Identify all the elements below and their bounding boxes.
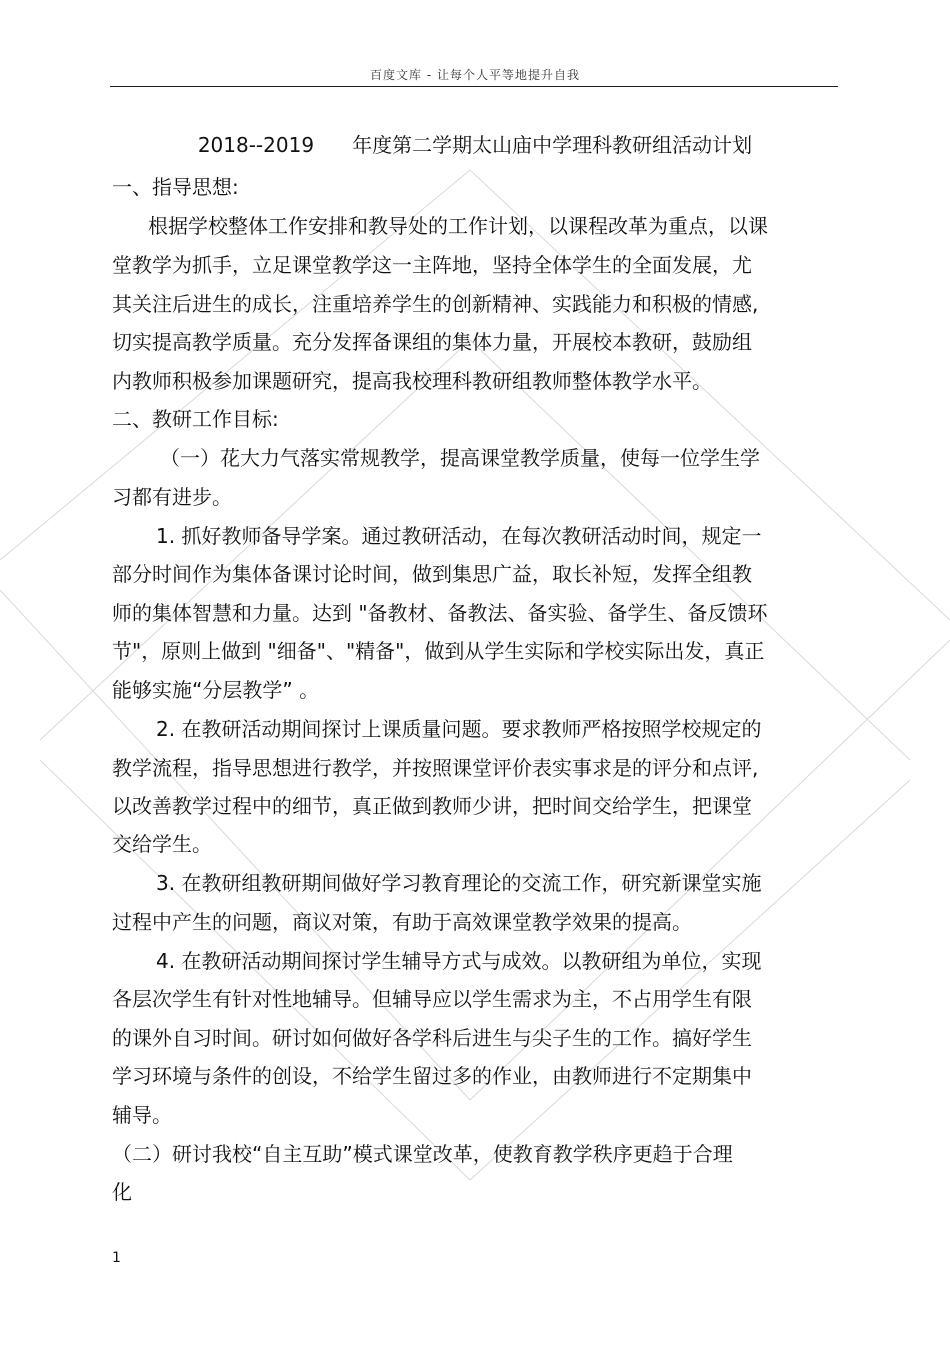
paragraph-line: 1. 抓好教师备导学案。通过教研活动，在每次教研活动时间，规定一 xyxy=(156,524,762,548)
paragraph-line: 能够实施“分层教学” 。 xyxy=(112,678,320,702)
paragraph-line: 过程中产生的问题，商议对策，有助于高效课堂教学效果的提高。 xyxy=(112,910,692,934)
paragraph-line: 各层次学生有针对性地辅导。但辅导应以学生需求为主，不占用学生有限 xyxy=(112,987,752,1011)
paragraph-line: （一）花大力气落实常规教学，提高课堂教学质量，使每一位学生学 xyxy=(160,446,760,470)
page-number: 1 xyxy=(112,1250,121,1266)
header-text: 百度文库 - 让每个人平等地提升自我 xyxy=(370,68,580,82)
document-title: 2018--2019 年度第二学期太山庙中学理科教研组活动计划 xyxy=(197,133,753,157)
paragraph-line: 辅导。 xyxy=(112,1103,172,1127)
section-heading: 一、指导思想: xyxy=(112,175,239,199)
section-heading: 二、教研工作目标: xyxy=(112,407,279,431)
paragraph-line: 化 xyxy=(112,1180,132,1204)
paragraph-line: 根据学校整体工作安排和教导处的工作计划，以课程改革为重点，以课 xyxy=(148,214,768,238)
paragraph-line: 习都有进步。 xyxy=(112,485,232,509)
paragraph-line: 节"，原则上做到 "细备"、"精备"，做到从学生实际和学校实际出发，真正 xyxy=(112,639,765,663)
paragraph-line: 以改善教学过程中的细节，真正做到教师少讲，把时间交给学生，把课堂 xyxy=(112,794,752,818)
paragraph-line: 教学流程，指导思想进行教学，并按照课堂评价表实事求是的评分和点评, xyxy=(112,756,759,780)
paragraph-line: 内教师积极参加课题研究，提高我校理科教研组教师整体教学水平。 xyxy=(112,369,712,393)
paragraph-line: 交给学生。 xyxy=(112,832,212,856)
paragraph-line: 部分时间作为集体备课讨论时间，做到集思广益，取长补短，发挥全组教 xyxy=(112,562,752,586)
paragraph-line: 3. 在教研组教研期间做好学习教育理论的交流工作，研究新课堂实施 xyxy=(156,871,762,895)
paragraph-line: 切实提高教学质量。充分发挥备课组的集体力量，开展校本教研，鼓励组 xyxy=(112,330,752,354)
paragraph-line: 4. 在教研活动期间探讨学生辅导方式与成效。以教研组为单位，实现 xyxy=(156,949,762,973)
paragraph-line: 的课外自习时间。研讨如何做好各学科后进生与尖子生的工作。搞好学生 xyxy=(112,1026,752,1050)
paragraph-line: （二）研讨我校“自主互助”模式课堂改革，使教育教学秩序更趋于合理 xyxy=(112,1142,733,1166)
paragraph-line: 2. 在教研活动期间探讨上课质量问题。要求教师严格按照学校规定的 xyxy=(156,717,762,741)
paragraph-line: 学习环境与条件的创设，不给学生留过多的作业，由教师进行不定期集中 xyxy=(112,1064,752,1088)
header-rule xyxy=(110,86,838,87)
paragraph-line: 师的集体智慧和力量。达到 "备教材、备教法、备实验、备学生、备反馈环 xyxy=(112,601,768,625)
paragraph-line: 其关注后进生的成长，注重培养学生的创新精神、实践能力和积极的情感, xyxy=(112,292,759,316)
paragraph-line: 堂教学为抓手，立足课堂教学这一主阵地，坚持全体学生的全面发展，尤 xyxy=(112,253,752,277)
